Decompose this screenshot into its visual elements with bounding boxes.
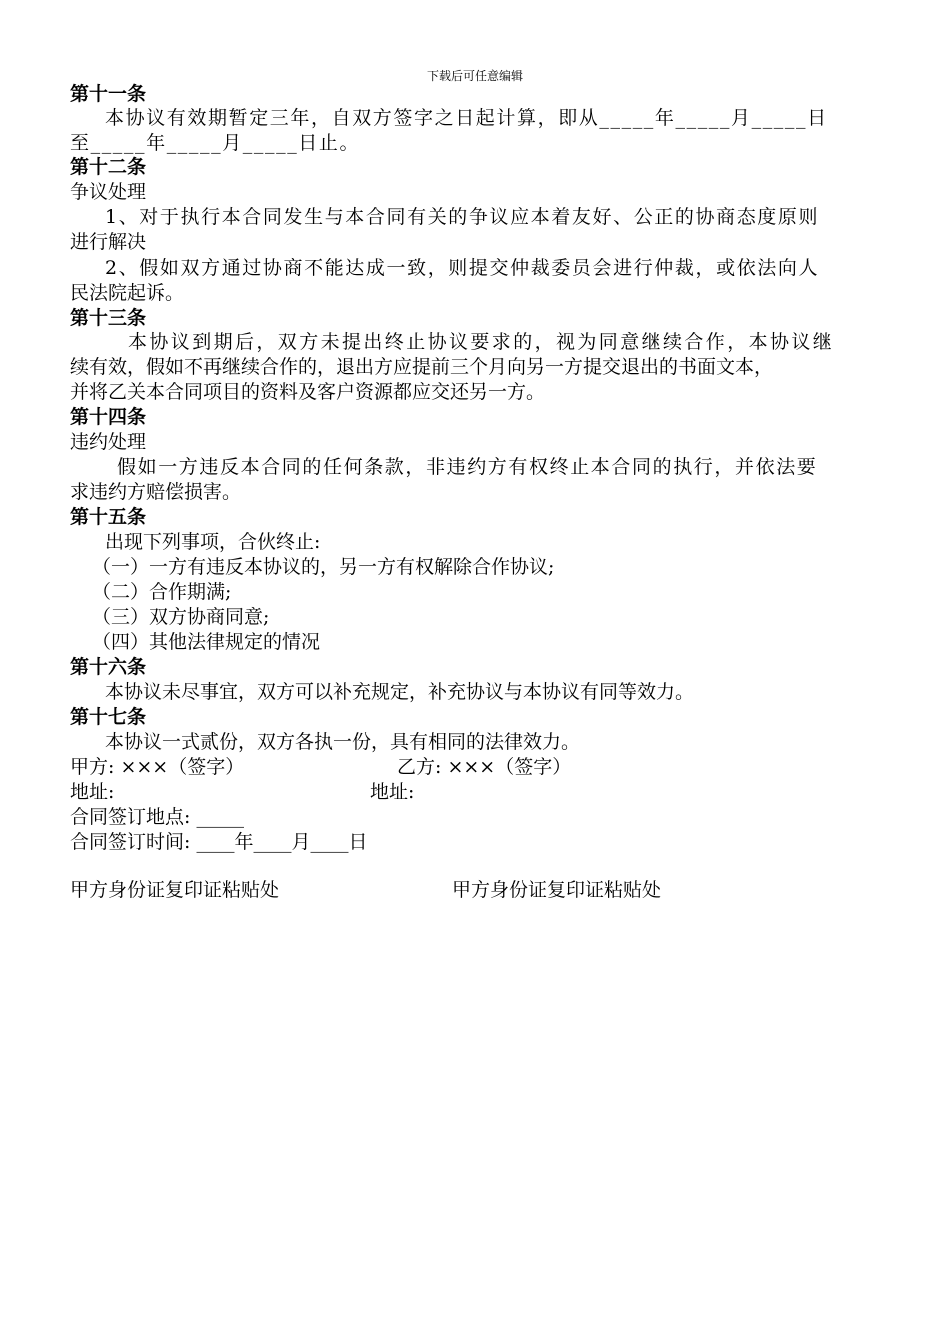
- party-a-signature: 甲方: ×××（签字）: [70, 756, 245, 778]
- signing-time: 合同签订时间: ____年____月____日: [70, 831, 368, 853]
- article-15-item-4: （四）其他法律规定的情况: [92, 631, 321, 653]
- article-11-title: 第十一条: [70, 83, 147, 105]
- article-13-line-3: 并将乙关本合同项目的资料及客户资源都应交还另一方。: [70, 381, 546, 403]
- article-12-title: 第十二条: [70, 156, 147, 178]
- article-12-item-2-line-2: 民法院起诉。: [70, 282, 185, 304]
- id-copy-area-left: 甲方身份证复印证粘贴处: [70, 879, 280, 901]
- article-12-item-1-line-1: 1、对于执行本合同发生与本合同有关的争议应本着友好、公正的协商态度原则: [105, 206, 820, 228]
- signing-place: 合同签订地点: _____: [70, 806, 244, 828]
- article-15-item-2: （二）合作期满;: [92, 581, 232, 603]
- article-16-line-1: 本协议未尽事宜，双方可以补充规定，补充协议与本协议有同等效力。: [105, 681, 695, 703]
- id-copy-area-right: 甲方身份证复印证粘贴处: [452, 879, 662, 901]
- party-a-address: 地址:: [70, 781, 115, 803]
- header-note: 下载后可任意编辑: [426, 69, 523, 83]
- article-14-subtitle: 违约处理: [70, 431, 147, 453]
- article-14-title: 第十四条: [70, 406, 147, 428]
- article-12-subtitle: 争议处理: [70, 181, 147, 203]
- party-b-signature: 乙方: ×××（签字）: [397, 756, 572, 778]
- article-15-intro: 出现下列事项，合伙终止:: [105, 531, 321, 553]
- article-13-line-1: 本协议到期后，双方未提出终止协议要求的，视为同意继续合作，本协议继: [128, 331, 835, 353]
- article-17-line-1: 本协议一式贰份，双方各执一份，具有相同的法律效力。: [105, 731, 581, 753]
- party-b-address: 地址:: [370, 781, 415, 803]
- article-15-item-1: （一）一方有违反本协议的，另一方有权解除合作协议;: [92, 556, 555, 578]
- article-14-line-2: 求违约方赔偿损害。: [70, 481, 242, 503]
- article-11-line-1: 本协议有效期暂定三年，自双方签字之日起计算，即从_____年_____月_____日: [105, 107, 828, 129]
- article-16-title: 第十六条: [70, 656, 147, 678]
- article-15-title: 第十五条: [70, 506, 147, 528]
- article-12-item-2-line-1: 2、假如双方通过协商不能达成一致，则提交仲裁委员会进行仲裁，或依法向人: [105, 257, 820, 279]
- article-14-line-1: 假如一方违反本合同的任何条款，非违约方有权终止本合同的执行，并依法要: [117, 456, 818, 478]
- article-15-item-3: （三）双方协商同意;: [92, 606, 270, 628]
- article-13-title: 第十三条: [70, 307, 147, 329]
- article-12-item-1-line-2: 进行解决: [70, 231, 147, 253]
- article-13-line-2: 续有效，假如不再继续合作的，退出方应提前三个月向另一方提交退出的书面文本，: [70, 356, 774, 378]
- article-11-line-2: 至_____年_____月_____日止。: [70, 132, 361, 154]
- article-17-title: 第十七条: [70, 706, 147, 728]
